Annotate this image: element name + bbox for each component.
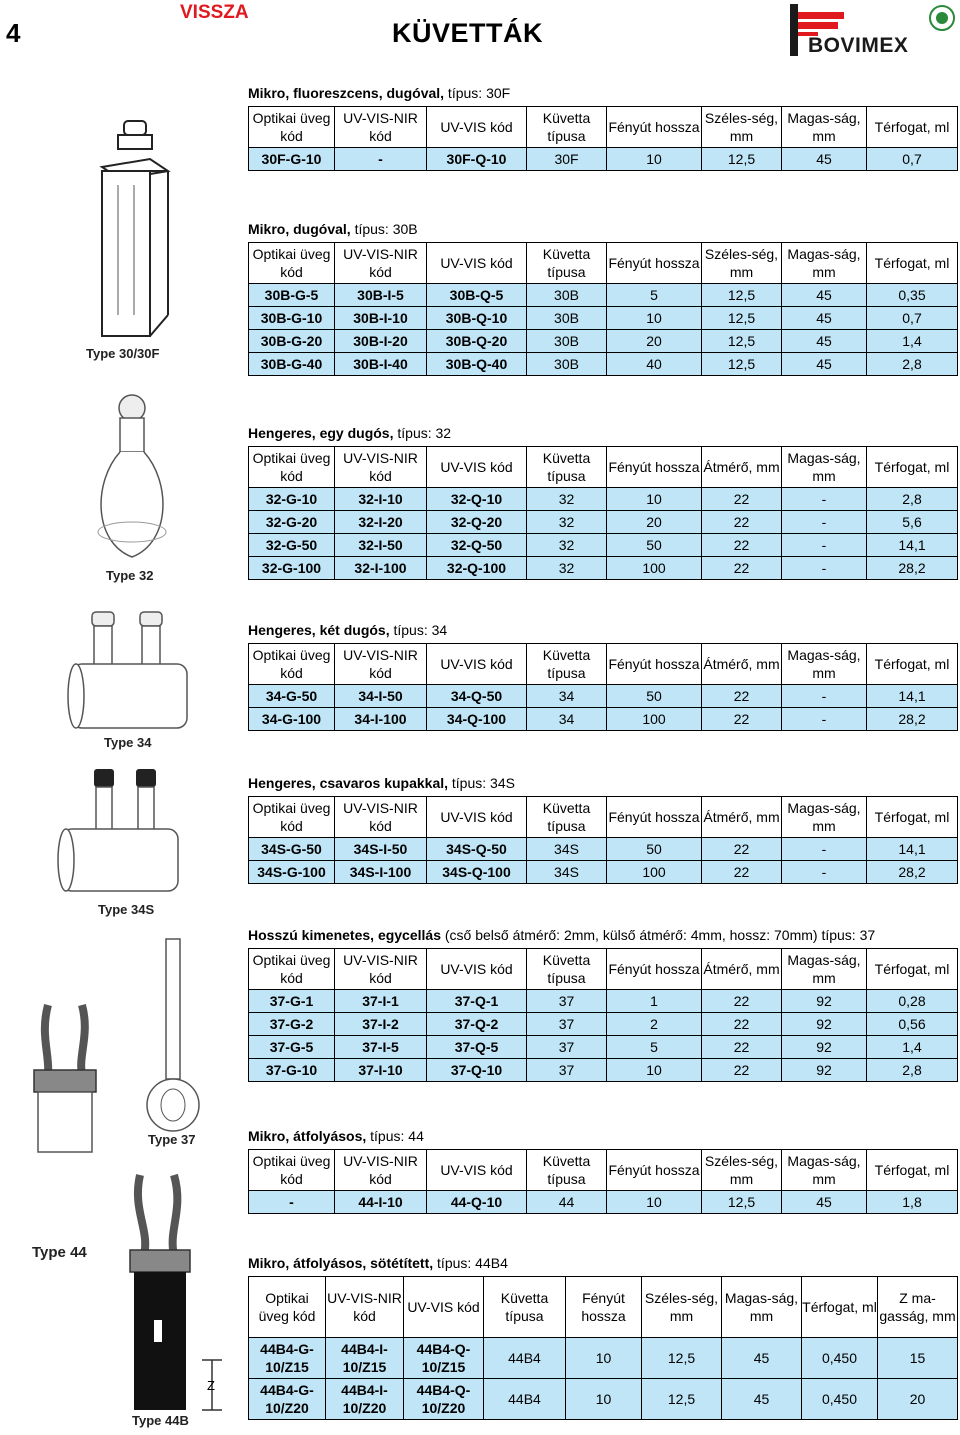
table-header: Optikai üveg kód UV-VIS-NIR kód UV-VIS kód Küvetta típusa Fényút hossza Átmérő, mm Magas-ság, mm Térfogat, ml xyxy=(249,447,958,488)
section-32 xyxy=(248,424,957,580)
table-row: 37-G-2 37-I-2 37-Q-2 37 2 22 92 0,56 xyxy=(249,1013,958,1036)
table-row: 32-G-20 32-I-20 32-Q-20 32 20 22 - 5,6 xyxy=(249,511,958,534)
table-row: 37-G-10 37-I-10 37-Q-10 37 10 22 92 2,8 xyxy=(249,1059,958,1082)
table-row: - 44-I-10 44-Q-10 44 10 12,5 45 1,8 xyxy=(249,1191,958,1214)
figure-label-32: Type 32 xyxy=(106,568,154,583)
section-title: Mikro, átfolyásos, sötétített, típus: 44B4 xyxy=(248,1255,508,1271)
table-row: 32-G-10 32-I-10 32-Q-10 32 10 22 - 2,8 xyxy=(249,488,958,511)
figure-label-37: Type 37 xyxy=(148,1132,196,1147)
figure-label-34: Type 34 xyxy=(104,735,152,750)
table-row: 30B-G-40 30B-I-40 30B-Q-40 30B 40 12,5 45 2,8 xyxy=(249,353,958,376)
table-header: Optikai üveg kód UV-VIS-NIR kód UV-VIS kód Küvetta típusa Fényút hossza Átmérő, mm Magas-ság, mm Térfogat, ml xyxy=(249,644,958,685)
product-table-34s xyxy=(248,796,958,884)
section-44b4 xyxy=(248,1254,957,1420)
table-row: 32-G-100 32-I-100 32-Q-100 32 100 22 - 28,2 xyxy=(249,557,958,580)
back-link[interactable]: VISSZA xyxy=(180,2,249,23)
figure-label-34s: Type 34S xyxy=(98,902,155,917)
table-header: Optikai üveg kód UV-VIS-NIR kód UV-VIS kód Küvetta típusa Fényút hossza Átmérő, mm Magas-ság, mm Térfogat, ml xyxy=(249,949,958,990)
product-table-30b xyxy=(248,242,958,376)
section-30b xyxy=(248,220,957,376)
cuvette-30-icon xyxy=(80,115,190,345)
product-table-37 xyxy=(248,948,958,1082)
figure-label-30: Type 30/30F xyxy=(86,346,160,361)
table-row: 44B4-G-10/Z20 44B4-I-10/Z20 44B4-Q-10/Z20 44B4 10 12,5 45 0,450 20 xyxy=(249,1379,958,1420)
cuvette-37-icon xyxy=(20,935,200,1155)
page-title: KÜVETTÁK xyxy=(392,18,543,48)
table-header: Optikai üveg kód UV-VIS-NIR kód UV-VIS kód Küvetta típusa Fényút hossza Széles-ség, mm Magas-ság, mm Térfogat, ml xyxy=(249,1150,958,1191)
logo-text: BOVIMEX xyxy=(808,34,909,57)
figure-label-44b: Type 44B xyxy=(132,1413,189,1428)
table-row: 34S-G-100 34S-I-100 34S-Q-100 34S 100 22 - 28,2 xyxy=(249,861,958,884)
section-30f xyxy=(248,84,957,171)
cuvette-32-icon xyxy=(88,392,178,567)
section-title: Hengeres, egy dugós, típus: 32 xyxy=(248,425,452,441)
section-34s xyxy=(248,774,957,884)
section-title: Hengeres, két dugós, típus: 34 xyxy=(248,622,448,638)
table-row: 34-G-50 34-I-50 34-Q-50 34 50 22 - 14,1 xyxy=(249,685,958,708)
svg-text:Z: Z xyxy=(207,1378,215,1393)
cuvette-44b-icon xyxy=(110,1170,245,1415)
cuvette-34s-icon xyxy=(48,765,183,900)
table-row: 30B-G-5 30B-I-5 30B-Q-5 30B 5 12,5 45 0,35 xyxy=(249,284,958,307)
table-row: 34S-G-50 34S-I-50 34S-Q-50 34S 50 22 - 14,1 xyxy=(249,838,958,861)
product-table-32 xyxy=(248,446,958,580)
product-table-34 xyxy=(248,643,958,731)
table-row: 37-G-1 37-I-1 37-Q-1 37 1 22 92 0,28 xyxy=(249,990,958,1013)
product-table-44 xyxy=(248,1149,958,1214)
table-row: 32-G-50 32-I-50 32-Q-50 32 50 22 - 14,1 xyxy=(249,534,958,557)
product-table-30f xyxy=(248,106,958,171)
table-header: Optikai üveg kód UV-VIS-NIR kód UV-VIS kód Küvetta típusa Fényút hossza Széles-ség, mm Magas-ság, mm Térfogat, ml xyxy=(249,107,958,148)
table-row: 30B-G-10 30B-I-10 30B-Q-10 30B 10 12,5 45 0,7 xyxy=(249,307,958,330)
table-header: Optikai üveg kód UV-VIS-NIR kód UV-VIS kód Küvetta típusa Fényút hossza Széles-ség, mm Magas-ság, mm Térfogat, ml xyxy=(249,243,958,284)
section-34 xyxy=(248,621,957,731)
product-table-44b4 xyxy=(248,1276,958,1420)
table-header: Optikai üveg kód UV-VIS-NIR kód UV-VIS kód Küvetta típusa Fényút hossza Átmérő, mm Magas-ság, mm Térfogat, ml xyxy=(249,797,958,838)
page-number: 4 xyxy=(6,18,21,48)
section-37 xyxy=(248,926,957,1082)
section-title: Mikro, dugóval, típus: 30B xyxy=(248,221,418,237)
section-title: Mikro, fluoreszcens, dugóval, típus: 30F xyxy=(248,85,511,101)
table-row: 30B-G-20 30B-I-20 30B-Q-20 30B 20 12,5 45 1,4 xyxy=(249,330,958,353)
cuvette-34-icon xyxy=(62,608,197,736)
section-44 xyxy=(248,1127,957,1214)
table-row: 30F-G-10 - 30F-Q-10 30F 10 12,5 45 0,7 xyxy=(249,148,958,171)
table-header: Optikai üveg kód UV-VIS-NIR kód UV-VIS kód Küvetta típusa Fényút hossza Széles-ség, mm Magas-ság, mm Térfogat, ml Z ma-gasság, mm xyxy=(249,1277,958,1338)
table-row: 44B4-G-10/Z15 44B4-I-10/Z15 44B4-Q-10/Z15 44B4 10 12,5 45 0,450 15 xyxy=(249,1338,958,1379)
table-row: 34-G-100 34-I-100 34-Q-100 34 100 22 - 28,2 xyxy=(249,708,958,731)
section-title: Mikro, átfolyásos, típus: 44 xyxy=(248,1128,424,1144)
section-title: Hengeres, csavaros kupakkal, típus: 34S xyxy=(248,775,515,791)
figure-label-44: Type 44 xyxy=(32,1244,87,1261)
section-title: Hosszú kimenetes, egycellás (cső belső átmérő: 2mm, külső átmérő: 4mm, hossz: 70mm) típus: 37 xyxy=(248,927,876,943)
table-row: 37-G-5 37-I-5 37-Q-5 37 5 22 92 1,4 xyxy=(249,1036,958,1059)
